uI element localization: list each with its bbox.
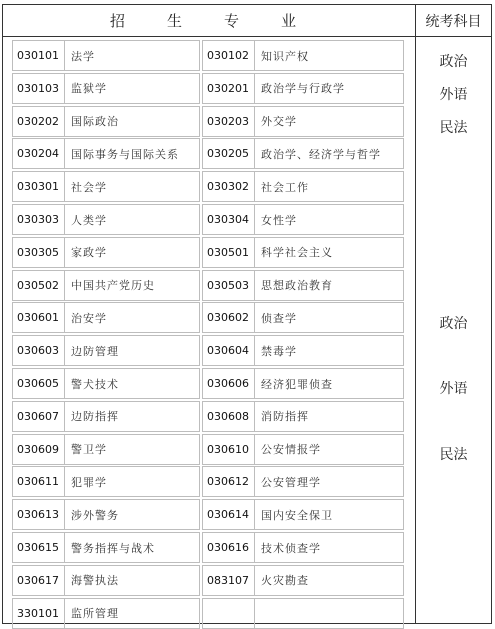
majors-header: 招生专业 bbox=[109, 12, 338, 30]
major-name: 公安管理学 bbox=[254, 466, 404, 497]
major-code: 030501 bbox=[202, 237, 254, 268]
major-code: 030301 bbox=[12, 171, 64, 202]
major-name: 治安学 bbox=[64, 302, 200, 333]
major-code: 030201 bbox=[202, 73, 254, 104]
major-code: 030101 bbox=[12, 40, 64, 71]
table-row bbox=[12, 499, 406, 530]
major-code: 030609 bbox=[12, 434, 64, 465]
major-name: 警务指挥与战术 bbox=[64, 532, 200, 563]
major-code: 030614 bbox=[202, 499, 254, 530]
table-row bbox=[12, 434, 406, 465]
exam-subject: 民法 bbox=[439, 120, 468, 136]
major-name: 监狱学 bbox=[64, 73, 200, 104]
major-code: 030608 bbox=[202, 401, 254, 432]
exam-subject: 民法 bbox=[439, 447, 468, 463]
major-code: 330101 bbox=[12, 598, 64, 629]
major-code: 030604 bbox=[202, 335, 254, 366]
table-row bbox=[12, 466, 406, 497]
exam-subject: 外语 bbox=[439, 87, 468, 103]
major-code: 030612 bbox=[202, 466, 254, 497]
table-row bbox=[12, 40, 406, 71]
table-row bbox=[12, 302, 406, 333]
table-row bbox=[12, 171, 406, 202]
exam-subject: 政治 bbox=[439, 54, 468, 70]
major-name: 涉外警务 bbox=[64, 499, 200, 530]
major-code: 030602 bbox=[202, 302, 254, 333]
major-name: 技术侦查学 bbox=[254, 532, 404, 563]
table-row bbox=[12, 368, 406, 399]
table-row bbox=[12, 138, 406, 169]
major-name: 侦查学 bbox=[254, 302, 404, 333]
major-code: 030616 bbox=[202, 532, 254, 563]
major-name: 政治学与行政学 bbox=[254, 73, 404, 104]
major-name: 监所管理 bbox=[64, 598, 200, 629]
major-name: 犯罪学 bbox=[64, 466, 200, 497]
table-row bbox=[12, 598, 406, 629]
major-code: 030615 bbox=[12, 532, 64, 563]
table-row bbox=[12, 532, 406, 563]
major-name: 知识产权 bbox=[254, 40, 404, 71]
major-code: 030502 bbox=[12, 270, 64, 301]
major-name: 女性学 bbox=[254, 204, 404, 235]
major-code: 030102 bbox=[202, 40, 254, 71]
major-name: 法学 bbox=[64, 40, 200, 71]
major-name: 警犬技术 bbox=[64, 368, 200, 399]
major-code: 030503 bbox=[202, 270, 254, 301]
major-code: 030611 bbox=[12, 466, 64, 497]
major-name: 中国共产党历史 bbox=[64, 270, 200, 301]
exam-subject: 外语 bbox=[439, 381, 468, 397]
table-row bbox=[12, 237, 406, 268]
major-name: 国内安全保卫 bbox=[254, 499, 404, 530]
exam-subjects-header: 统考科目 bbox=[415, 5, 491, 36]
major-name: 边防管理 bbox=[64, 335, 200, 366]
major-code: 030305 bbox=[12, 237, 64, 268]
major-name: 海警执法 bbox=[64, 565, 200, 596]
major-code: 030606 bbox=[202, 368, 254, 399]
major-name: 经济犯罪侦查 bbox=[254, 368, 404, 399]
major-name: 家政学 bbox=[64, 237, 200, 268]
major-code: 030103 bbox=[12, 73, 64, 104]
major-name: 警卫学 bbox=[64, 434, 200, 465]
major-name: 科学社会主义 bbox=[254, 237, 404, 268]
major-name bbox=[254, 598, 404, 629]
table-row bbox=[12, 106, 406, 137]
major-code: 030605 bbox=[12, 368, 64, 399]
table-row bbox=[12, 73, 406, 104]
major-name: 社会学 bbox=[64, 171, 200, 202]
major-name: 禁毒学 bbox=[254, 335, 404, 366]
exam-subjects-column bbox=[415, 37, 491, 623]
major-code: 030607 bbox=[12, 401, 64, 432]
major-code: 030302 bbox=[202, 171, 254, 202]
table-row bbox=[12, 401, 406, 432]
major-name: 社会工作 bbox=[254, 171, 404, 202]
table-header bbox=[3, 5, 491, 37]
major-code: 030205 bbox=[202, 138, 254, 169]
major-name: 思想政治教育 bbox=[254, 270, 404, 301]
major-code: 030613 bbox=[12, 499, 64, 530]
major-name: 人类学 bbox=[64, 204, 200, 235]
major-name: 国际事务与国际关系 bbox=[64, 138, 200, 169]
major-code: 030610 bbox=[202, 434, 254, 465]
major-code: 030603 bbox=[12, 335, 64, 366]
table-row bbox=[12, 565, 406, 596]
major-code: 083107 bbox=[202, 565, 254, 596]
major-code: 030202 bbox=[12, 106, 64, 137]
table-row bbox=[12, 270, 406, 301]
major-code: 030203 bbox=[202, 106, 254, 137]
table-row bbox=[12, 335, 406, 366]
major-name: 公安情报学 bbox=[254, 434, 404, 465]
table-row bbox=[12, 204, 406, 235]
exam-subject: 政治 bbox=[439, 316, 468, 332]
major-name: 国际政治 bbox=[64, 106, 200, 137]
major-name: 政治学、经济学与哲学 bbox=[254, 138, 404, 169]
major-name: 消防指挥 bbox=[254, 401, 404, 432]
major-code: 030204 bbox=[12, 138, 64, 169]
major-name: 边防指挥 bbox=[64, 401, 200, 432]
major-code: 030304 bbox=[202, 204, 254, 235]
major-code bbox=[202, 598, 254, 629]
major-name: 外交学 bbox=[254, 106, 404, 137]
major-code: 030601 bbox=[12, 302, 64, 333]
major-code: 030617 bbox=[12, 565, 64, 596]
major-code: 030303 bbox=[12, 204, 64, 235]
major-name: 火灾勘查 bbox=[254, 565, 404, 596]
